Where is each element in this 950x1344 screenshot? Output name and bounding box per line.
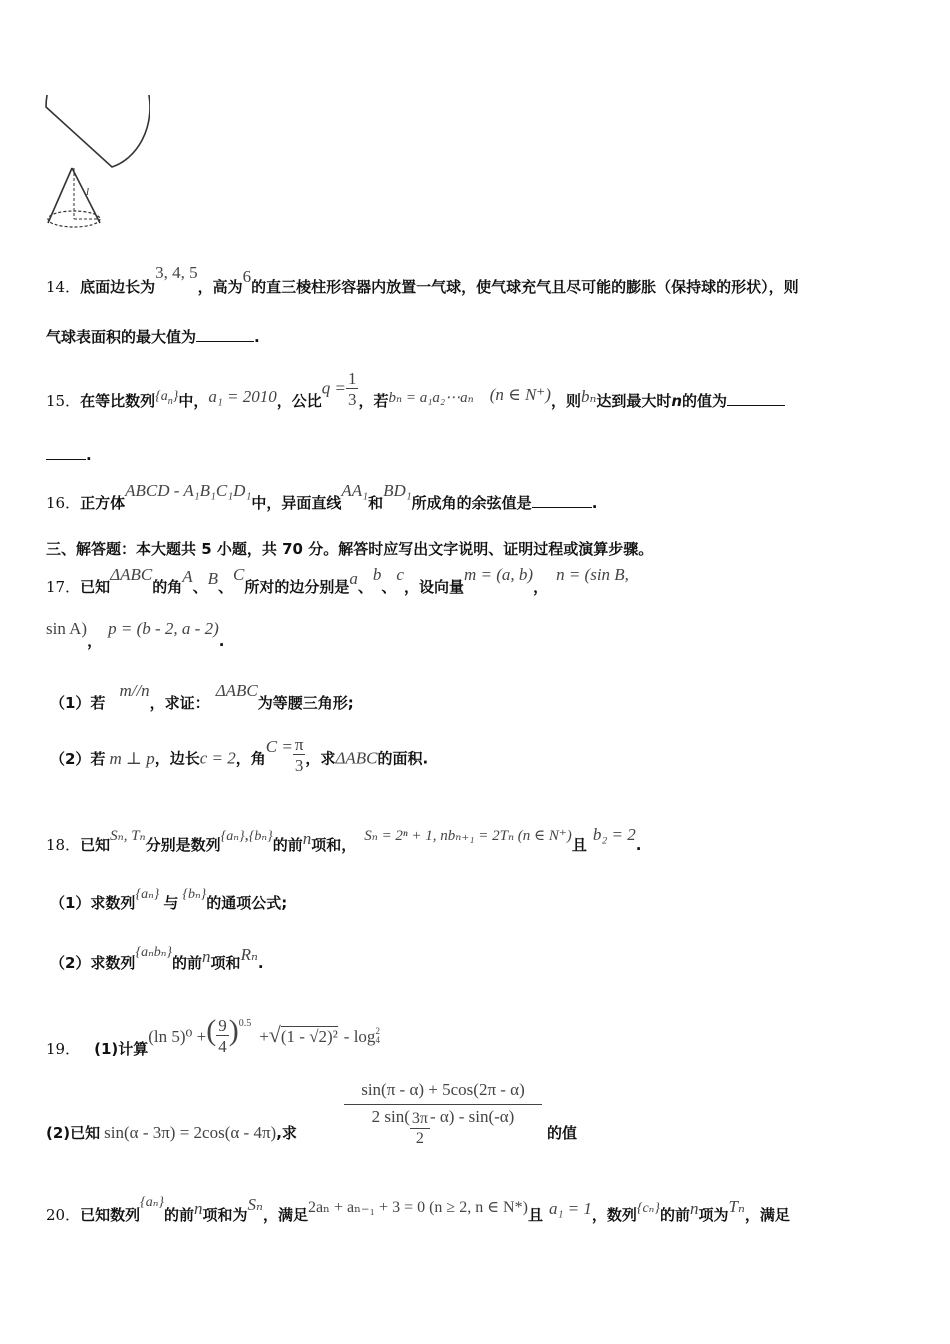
q20-eq: 2aₙ + aₙ₋₁ + 3 = 0 (n ≥ 2, n ∈ N*) xyxy=(307,1199,528,1216)
q17-b: b xyxy=(372,565,382,584)
q17-p2-c: c = 2 xyxy=(199,748,236,768)
q19-inner-frac xyxy=(410,1111,430,1147)
q17-A: A xyxy=(182,567,193,586)
q20-number: 20． xyxy=(46,1206,81,1224)
q18-an: {aₙ} xyxy=(220,829,245,844)
q18-p2-end: . xyxy=(257,954,264,972)
q15-q-frac xyxy=(346,370,359,408)
q18-bn: {bₙ} xyxy=(248,829,273,844)
q19-big-num: sin(π - α) + 5cos(2π - α) xyxy=(361,1080,525,1099)
q17-C: C xyxy=(233,565,245,584)
q20-Tn: Tₙ xyxy=(728,1197,745,1216)
q18-text4: 项和， xyxy=(311,836,357,854)
q18-p2-seq: {aₙbₙ} xyxy=(135,945,173,960)
q19-big-den2: - α) - sin(-α) xyxy=(429,1106,515,1126)
q19-paren-open: ( xyxy=(206,1014,217,1047)
q19-frac-num: 9 xyxy=(218,1015,227,1035)
q14-line1 xyxy=(46,263,799,297)
q15-q: q = xyxy=(321,378,346,398)
q17-sep2: 、 xyxy=(218,578,234,596)
q17-p2-C: C = xyxy=(265,736,293,756)
q16-line xyxy=(46,480,597,510)
q14-line2 xyxy=(46,326,260,347)
q16-text2: 中，异面直线 xyxy=(251,494,342,512)
q16-number: 16． xyxy=(46,494,81,512)
q17-p1-text: ，求证： xyxy=(149,694,210,712)
q17-sep3: 、 xyxy=(357,578,373,596)
q15-text3: ，公比 xyxy=(276,391,322,410)
q19-cond: sin(α - 3π) = 2cos(α - 4π) xyxy=(104,1123,277,1142)
q14-sides: 3, 4, 5 xyxy=(155,263,198,282)
q14-line2-text: 气球表面积的最大值为 xyxy=(46,328,197,346)
q17-p2-text2: ，角 xyxy=(235,749,266,768)
q19-log-base xyxy=(375,1027,380,1045)
q17-p2-num: π xyxy=(294,735,304,754)
q20-line xyxy=(46,1190,790,1226)
q19-expr2: + xyxy=(259,1027,269,1046)
q17-p1-end: 为等腰三角形; xyxy=(257,694,354,712)
q16-answer-blank xyxy=(532,495,592,508)
q17-p2-tri: ΔABC xyxy=(335,748,378,768)
q18-end: . xyxy=(635,836,642,854)
q16-line1: AA₁ xyxy=(341,481,369,500)
q14-text1: 底面边长为 xyxy=(80,278,156,296)
q18-p2-label: （2）求数列 xyxy=(50,954,136,972)
q17-comma2: ， xyxy=(87,632,103,650)
q17-n-part2: sin A) xyxy=(46,619,88,638)
q17-n-part1: n = (sin B, xyxy=(556,565,629,584)
q14-end: . xyxy=(254,328,260,346)
q15-cond: (n ∈ N⁺) xyxy=(489,384,551,404)
q20-text7: 的前 xyxy=(659,1206,690,1224)
q20-cn: {cₙ} xyxy=(636,1201,660,1216)
q15-text7: 的值为 xyxy=(682,391,728,410)
q20-text9: ，满足 xyxy=(744,1206,790,1224)
q19-log-sup: 2 xyxy=(375,1025,380,1036)
q17-a: a xyxy=(349,569,358,588)
q19-number: 19． xyxy=(46,1040,81,1058)
q20-text8: 项为 xyxy=(698,1206,729,1224)
q19-expr1: (ln 5)⁰ + xyxy=(148,1027,207,1046)
q20-n: n xyxy=(194,1199,203,1218)
q16-text1: 正方体 xyxy=(80,494,126,512)
q17-tri: ΔABC xyxy=(110,565,153,584)
q17-p2-cond: m ⊥ p xyxy=(109,748,155,768)
q18-p1-and: 与 xyxy=(163,894,179,912)
q15-text4: ，若 xyxy=(358,391,389,410)
q15-answer-blank-cont xyxy=(46,447,86,460)
q19-sqrt: (1 - √2)² xyxy=(280,1027,338,1046)
q17-text1: 已知 xyxy=(80,578,111,596)
cone-sector-figure xyxy=(40,95,150,235)
q14-text2: ，高为 xyxy=(197,278,243,296)
q18-eq: Sₙ = 2ⁿ + 1, nbₙ₊₁ = 2Tₙ (n ∈ N⁺) xyxy=(364,828,572,844)
q19-inner-num: 3π xyxy=(411,1110,428,1127)
q18-b2: b₂ = 2 xyxy=(592,825,636,844)
q18-part1 xyxy=(50,882,287,916)
q19-exp: 0.5 xyxy=(238,1018,252,1029)
q15-q-num: 1 xyxy=(347,369,357,388)
q17-p2-label: （2）若 xyxy=(50,749,106,768)
q20-an: {aₙ} xyxy=(140,1195,165,1210)
q15-a1: a₁ = 2010 xyxy=(208,386,277,406)
section-3-heading: 三、解答题：本大题共 5 小题，共 70 分。解答时应写出文字说明、证明过程或演算步骤。 xyxy=(46,540,654,558)
q20-Sn: Sₙ xyxy=(247,1195,263,1214)
q17-p2-end: 的面积. xyxy=(377,749,429,768)
q15-bn2: bₙ xyxy=(580,386,597,406)
q17-part2 xyxy=(50,735,429,790)
q17-B: B xyxy=(207,569,219,588)
q14-answer-blank xyxy=(196,329,254,342)
q17-dot: . xyxy=(218,632,225,650)
q17-number: 17． xyxy=(46,578,81,596)
q18-text2: 分别是数列 xyxy=(145,836,221,854)
q17-text2: 的角 xyxy=(152,578,183,596)
q18-number: 18． xyxy=(46,836,81,854)
q15-text2: 中， xyxy=(178,391,209,410)
q19-big-frac xyxy=(344,1080,542,1151)
q17-p2-text1: ，边长 xyxy=(154,749,200,768)
q17-comma1: ， xyxy=(533,578,549,596)
q15-q-den: 3 xyxy=(347,390,357,409)
q19-frac xyxy=(216,1017,229,1055)
q20-text4: ，满足 xyxy=(262,1206,308,1224)
q15-text6: 达到最大时 xyxy=(596,391,672,410)
q19-p2-end: 的值 xyxy=(547,1124,578,1142)
q19-p2-label: (2)已知 xyxy=(46,1124,101,1142)
q14-height: 6 xyxy=(242,267,252,286)
q18-line: 18．已知Sₙ, Tₙ分别是数列{aₙ},{bₙ}的前n项和， Sₙ = 2ⁿ + 1, nbₙ₊₁ = 2Tₙ (n ∈ N⁺)且b₂ = 2. xyxy=(46,825,642,854)
q18-p2-n: n xyxy=(202,947,211,966)
q16-line2: BD₁ xyxy=(383,481,412,500)
q18-text5: 且 xyxy=(571,836,587,854)
q20-a1: a₁ = 1 xyxy=(548,1199,592,1218)
q20-text2: 的前 xyxy=(164,1206,195,1224)
q15-line1 xyxy=(46,370,785,410)
q15-seq: $\{a_n\}$ xyxy=(155,388,179,407)
q18-p2-text2: 项和 xyxy=(210,954,241,972)
q18-part2 xyxy=(50,940,264,974)
q16-text4: 所成角的余弦值是 xyxy=(411,494,532,512)
q17-line1 xyxy=(46,562,629,598)
q19-part1 xyxy=(46,1002,380,1062)
q17-c: c xyxy=(396,565,404,584)
q14-text3: 的直三棱柱形容器内放置一气球，使气球充气且尽可能的膨胀（保持球的形状），则 xyxy=(251,278,799,296)
q17-p2-den: 3 xyxy=(294,756,304,775)
q17-line2 xyxy=(46,618,224,652)
q18-p2-text: 的前 xyxy=(172,954,203,972)
q18-text3: 的前 xyxy=(272,836,303,854)
sector-outline xyxy=(46,95,150,167)
q19-paren-close: ) xyxy=(228,1014,239,1047)
q15-answer-blank xyxy=(727,393,785,406)
q18-p1-end: 的通项公式; xyxy=(206,894,288,912)
q16-cube: ABCD - A₁B₁C₁D₁ xyxy=(125,481,252,500)
q17-p1-tri: ΔABC xyxy=(215,681,258,700)
q15-number: 15． xyxy=(46,391,81,410)
q17-p1-label: （1）若 xyxy=(50,694,106,712)
q18-p1-bn: {bₙ} xyxy=(182,887,207,902)
q15-n: n xyxy=(671,391,683,410)
q20-text1: 已知数列 xyxy=(80,1206,141,1224)
q18-p2-R: Rₙ xyxy=(240,945,258,964)
q18-n: n xyxy=(302,829,312,848)
q17-m: m = (a, b) xyxy=(463,565,534,584)
q15-bn: bₙ = a₁a₂⋯aₙ xyxy=(388,389,474,406)
q17-text3: 所对的边分别是 xyxy=(244,578,350,596)
q20-text6: ，数列 xyxy=(591,1206,637,1224)
q19-sqrt-sign: √ xyxy=(268,1022,281,1047)
q20-n2: n xyxy=(689,1199,699,1218)
q18-p1-label: （1）求数列 xyxy=(50,894,136,912)
q17-p1-cond: m//n xyxy=(119,681,150,700)
q17-p2-frac xyxy=(293,736,306,774)
q15-end: . xyxy=(86,446,92,464)
q16-text3: 和 xyxy=(368,494,384,512)
q17-part1 xyxy=(50,680,354,714)
q19-inner-den: 2 xyxy=(415,1130,424,1147)
q18-ST: Sₙ, Tₙ xyxy=(110,828,146,844)
q17-p: p = (b - 2, a - 2) xyxy=(108,619,219,638)
q15-text5: ，则 xyxy=(550,391,581,410)
q15-text1: 在等比数列 xyxy=(80,391,156,410)
q19-log-sub: 4 xyxy=(375,1034,380,1045)
q15-line2 xyxy=(46,446,92,464)
q16-end: . xyxy=(591,494,598,512)
slant-label: l xyxy=(86,186,90,198)
q19-expr3: - log xyxy=(343,1027,376,1046)
q19-part2 xyxy=(46,1122,297,1143)
q17-sep4: 、 xyxy=(381,578,397,596)
q18-text1: 已知 xyxy=(80,836,111,854)
q19-big-den1: 2 sin( xyxy=(371,1106,410,1126)
q17-sep1: 、 xyxy=(192,578,208,596)
q17-text4: ，设向量 xyxy=(403,578,464,596)
q19-p1-label: (1)计算 xyxy=(94,1040,149,1058)
q20-text3: 项和为 xyxy=(202,1206,248,1224)
q20-text5: 且 xyxy=(527,1206,543,1224)
q14-number: 14． xyxy=(46,278,81,296)
q18-p1-an: {aₙ} xyxy=(135,887,160,902)
q19-p2-text: ,求 xyxy=(276,1124,297,1142)
q17-p2-text3: ，求 xyxy=(305,749,336,768)
q19-frac-den: 4 xyxy=(218,1036,227,1056)
